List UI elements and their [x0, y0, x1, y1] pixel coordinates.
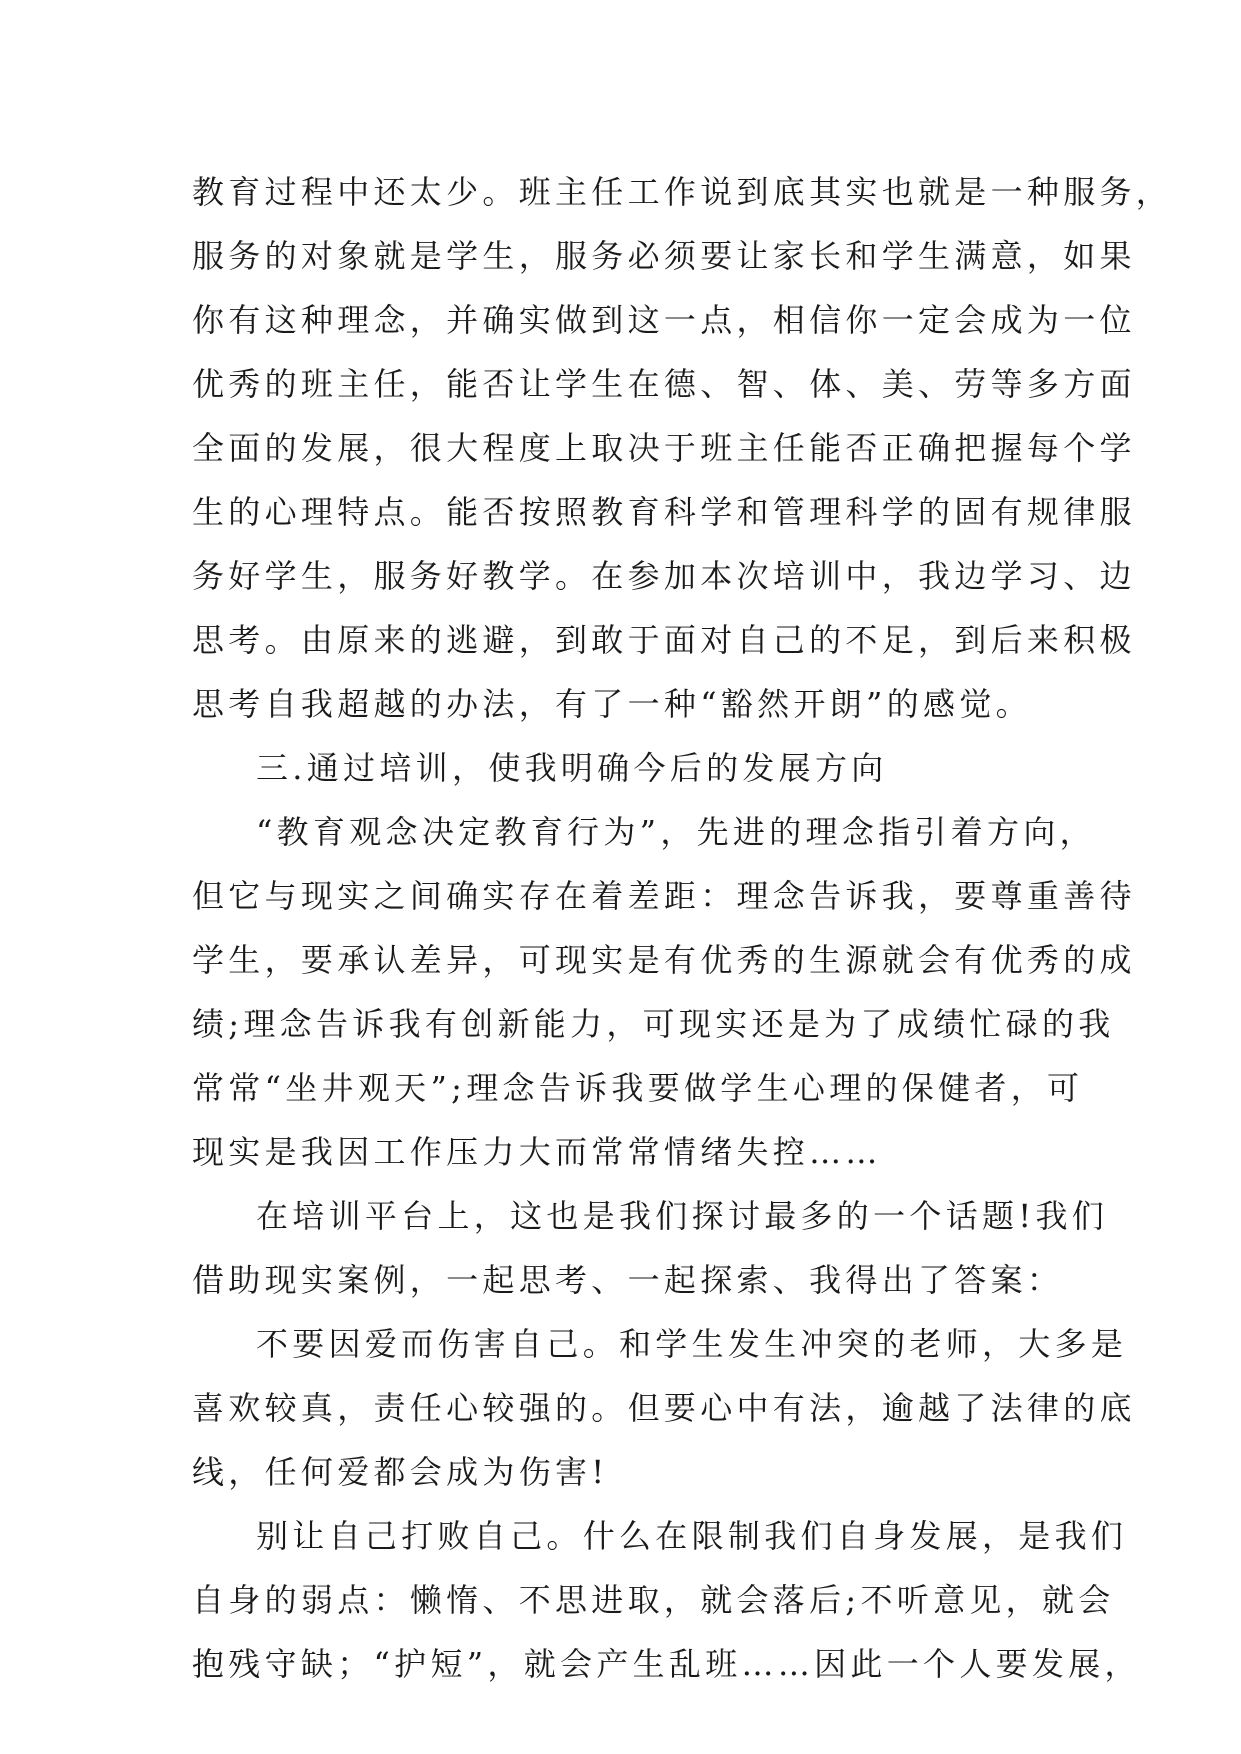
section-heading: 三.通过培训，使我明确今后的发展方向: [256, 749, 888, 787]
text-line: 绩;理念告诉我有创新能力，可现实还是为了成绩忙碌的我: [192, 1005, 1115, 1043]
body-text: [192, 160, 1173, 1696]
text-line: 学生，要承认差异，可现实是有优秀的生源就会有优秀的成: [192, 941, 1136, 979]
text-line: 思考。由原来的逃避，到敢于面对自己的不足，到后来积极: [192, 621, 1136, 659]
text-line: 你有这种理念，并确实做到这一点，相信你一定会成为一位: [192, 301, 1136, 339]
text-line: 务好学生，服务好教学。在参加本次培训中，我边学习、边: [192, 557, 1136, 595]
text-line: 生的心理特点。能否按照教育科学和管理科学的固有规律服: [192, 493, 1136, 531]
text-line: 常常“坐井观天”;理念告诉我要做学生心理的保健者，可: [192, 1069, 1084, 1107]
text-line: 思考自我超越的办法，有了一种“豁然开朗”的感觉。: [192, 685, 1032, 723]
text-line: “教育观念决定教育行为”，先进的理念指引着方向，: [256, 813, 1096, 851]
text-line: 不要因爱而伤害自己。和学生发生冲突的老师，大多是: [256, 1325, 1128, 1363]
text-line: 抱残守缺；“护短”，就会产生乱班……因此一个人要发展，: [192, 1645, 1141, 1683]
text-line: 但它与现实之间确实存在着差距：理念告诉我，要尊重善待: [192, 877, 1136, 915]
text-line: 在培训平台上，这也是我们探讨最多的一个话题!我们: [256, 1197, 1109, 1235]
text-line: 线，任何爱都会成为伤害!: [192, 1453, 609, 1491]
text-line: 别让自己打败自己。什么在限制我们自身发展，是我们: [256, 1517, 1128, 1555]
text-line: 喜欢较真，责任心较强的。但要心中有法，逾越了法律的底: [192, 1389, 1136, 1427]
text-line: 教育过程中还太少。班主任工作说到底其实也就是一种服务，: [192, 173, 1173, 211]
text-line: 全面的发展，很大程度上取决于班主任能否正确把握每个学: [192, 429, 1136, 467]
text-line: 服务的对象就是学生，服务必须要让家长和学生满意，如果: [192, 237, 1136, 275]
text-line: 现实是我因工作压力大而常常情绪失控……: [192, 1133, 882, 1171]
text-line: 优秀的班主任，能否让学生在德、智、体、美、劳等多方面: [192, 365, 1136, 403]
text-line: 借助现实案例，一起思考、一起探索、我得出了答案：: [192, 1261, 1064, 1299]
text-line: 自身的弱点：懒惰、不思进取，就会落后;不听意见，就会: [192, 1581, 1115, 1619]
